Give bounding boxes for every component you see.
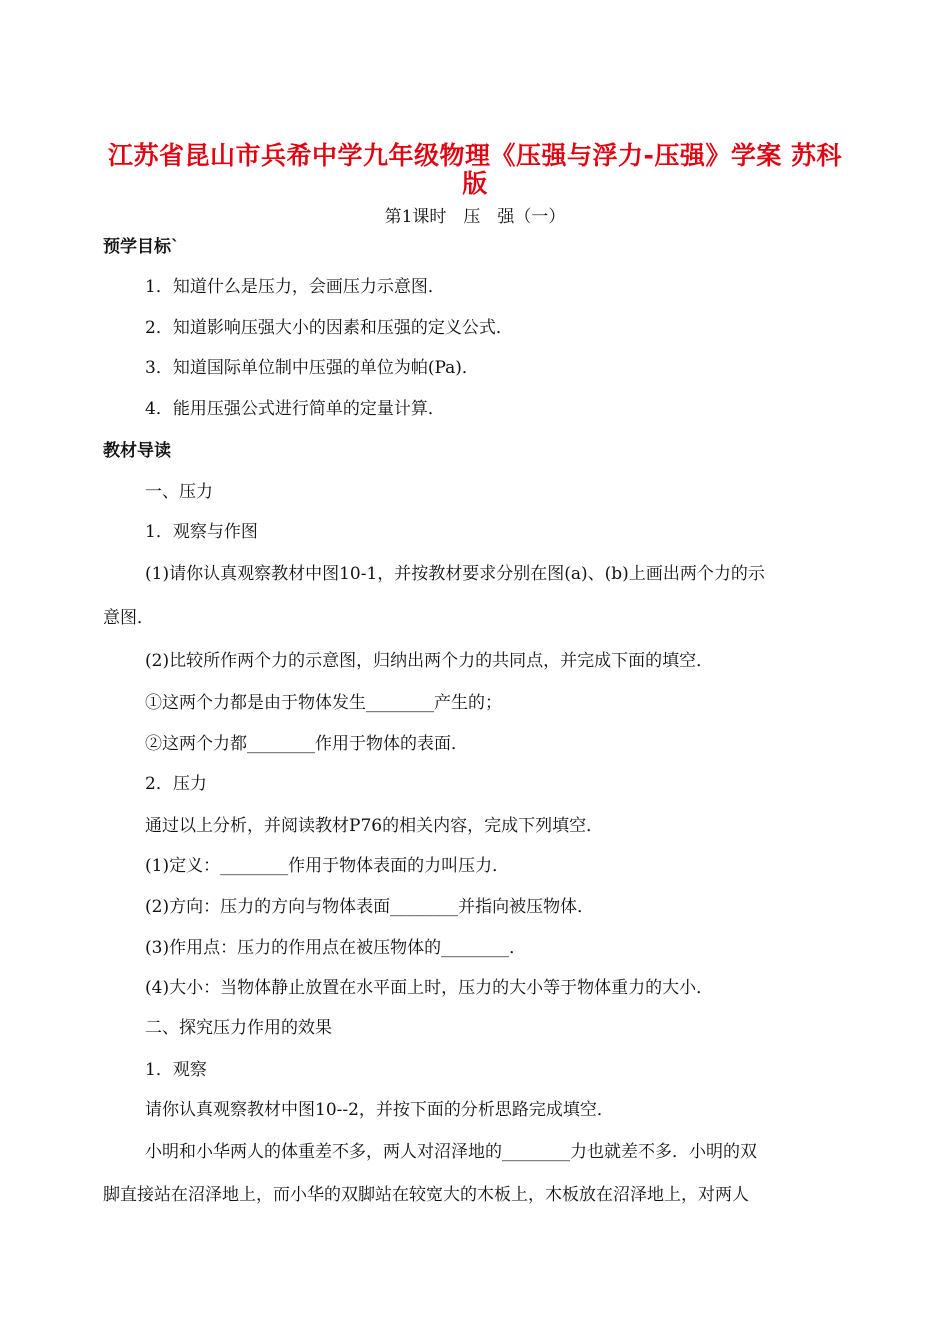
objectives-heading: 预学目标` — [103, 237, 180, 257]
sub2-title: 2．压力 — [145, 774, 207, 794]
part2-title: 二、探究压力作用的效果 — [145, 1018, 332, 1038]
sub1-title: 1．观察与作图 — [145, 522, 258, 542]
fill-1: ①这两个力都是由于物体发生________产生的； — [145, 693, 502, 713]
objective-item-4: 4．能用压强公式进行简单的定量计算． — [145, 399, 445, 419]
objective-item-3: 3．知道国际单位制中压强的单位为帕(Pa)． — [145, 358, 479, 378]
point-line: (3)作用点：压力的作用点在被压物体的________． — [145, 938, 527, 958]
objective-item-1: 1．知道什么是压力，会画压力示意图． — [145, 277, 445, 297]
q2-text: (2)比较所作两个力的示意图，归纳出两个力的共同点，并完成下面的填空． — [145, 651, 714, 671]
intro-text: 通过以上分析，并阅读教材P76的相关内容，完成下列填空． — [145, 816, 604, 836]
lesson-subtitle — [0, 206, 950, 228]
size-line: (4)大小：当物体静止放置在水平面上时，压力的大小等于物体重力的大小． — [145, 978, 714, 998]
document-title: 江苏省昆山市兵希中学九年级物理《压强与浮力-压强》学案 苏科版 — [107, 141, 843, 198]
obs-intro: 请你认真观察教材中图10--2，并按下面的分析思路完成填空． — [145, 1100, 614, 1120]
part1-title: 一、压力 — [145, 482, 213, 502]
q1-line2: 意图． — [103, 608, 154, 628]
objective-item-2: 2．知道影响压强大小的因素和压强的定义公式． — [145, 318, 513, 338]
lesson-subtitle-text: 第1课时 压 强（一） — [384, 207, 566, 227]
obs-title: 1．观察 — [145, 1060, 207, 1080]
fill-2: ②这两个力都________作用于物体的表面． — [145, 734, 468, 754]
q1-line1: (1)请你认真观察教材中图10-1，并按教材要求分别在图(a)、(b)上画出两个力的示 — [145, 564, 765, 584]
reading-heading: 教材导读 — [103, 441, 171, 461]
definition-line: (1)定义：________作用于物体表面的力叫压力． — [145, 856, 510, 876]
paragraph-line1: 小明和小华两人的体重差不多，两人对沼泽地的________力也就差不多．小明的双 — [145, 1142, 757, 1162]
paragraph-line2: 脚直接站在沼泽地上，而小华的双脚站在较宽大的木板上，木板放在沼泽地上，对两人 — [103, 1185, 749, 1205]
direction-line: (2)方向：压力的方向与物体表面________并指向被压物体． — [145, 897, 595, 917]
